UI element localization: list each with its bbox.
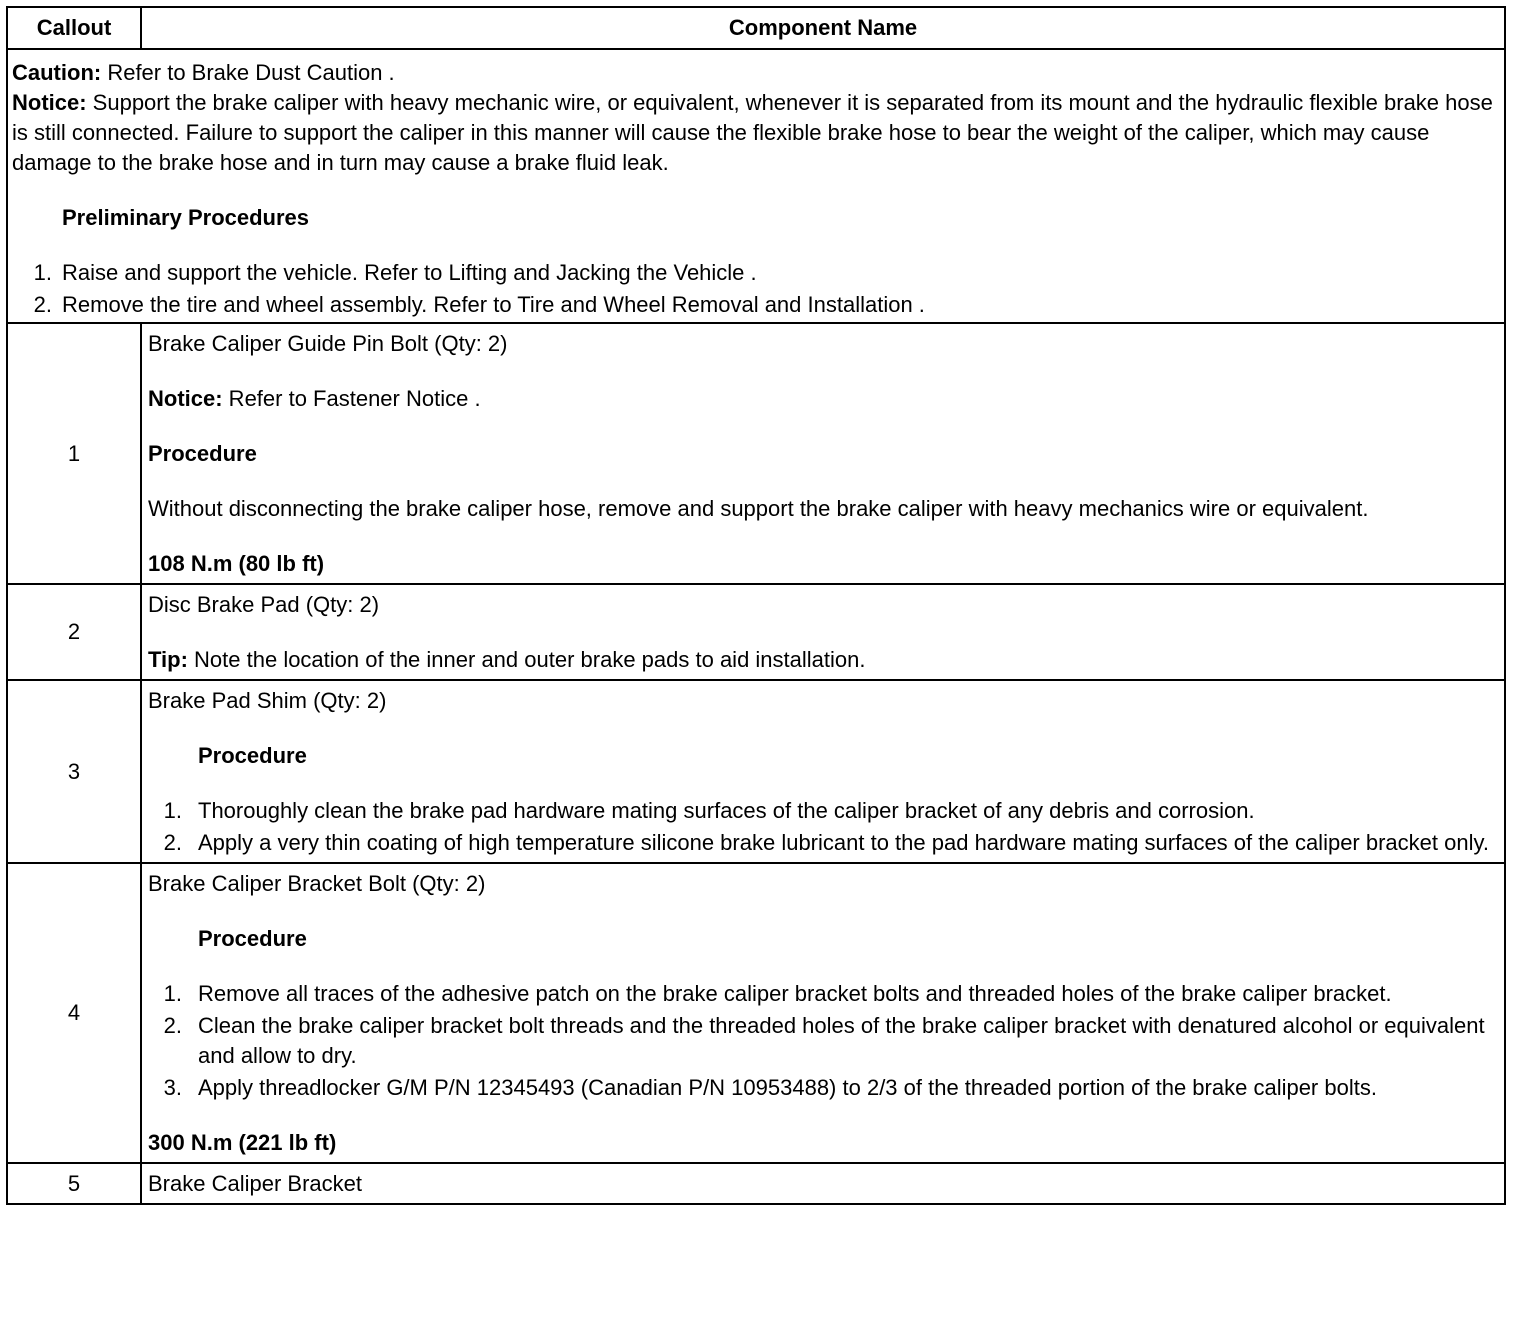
callout-number: 1 <box>7 323 141 584</box>
list-item <box>148 1073 1498 1103</box>
component-name: Brake Caliper Guide Pin Bolt (Qty: 2) <box>148 331 508 356</box>
table-row <box>7 680 1505 863</box>
notice-label: Notice: <box>148 386 223 411</box>
component-cell <box>141 323 1505 584</box>
callout-number: 4 <box>7 863 141 1163</box>
component-name: Brake Caliper Bracket <box>148 1171 362 1196</box>
notice-note <box>12 88 1500 178</box>
list-item <box>12 290 1500 320</box>
step-text: Clean the brake caliper bracket bolt threads and the threaded holes of the brake caliper bracket with denatured alcohol or equivalent and allow to dry. <box>198 1013 1485 1068</box>
notice-note <box>148 384 1498 414</box>
step-text: Remove all traces of the adhesive patch on the brake caliper bracket bolts and threaded holes of the brake caliper bracket. <box>198 981 1392 1006</box>
table-row <box>7 584 1505 680</box>
list-item <box>148 796 1498 826</box>
component-name: Brake Caliper Bracket Bolt (Qty: 2) <box>148 871 486 896</box>
tip-label: Tip: <box>148 647 188 672</box>
step-number: 2. <box>163 830 182 855</box>
tip-note <box>148 645 1498 675</box>
list-item <box>148 979 1498 1009</box>
caution-text: Refer to Brake Dust Caution . <box>101 60 395 85</box>
torque-spec: 300 N.m (221 lb ft) <box>148 1130 337 1155</box>
step-number: 3. <box>163 1075 182 1100</box>
notice-text: Support the brake caliper with heavy mechanic wire, or equivalent, whenever it is separated from its mount and the hydraulic flexible brake hose is still connected. Failure to support the caliper in this manner will cause the flexible brake hose to bear the weight of the caliper, which may cause damage to the brake hose and in turn may cause a brake fluid leak. <box>12 90 1493 175</box>
procedure-heading: Procedure <box>198 743 307 768</box>
callout-number: 3 <box>7 680 141 863</box>
component-name: Disc Brake Pad (Qty: 2) <box>148 592 380 617</box>
component-cell <box>141 680 1505 863</box>
step-number: 1. <box>33 260 52 285</box>
tip-text: Note the location of the inner and outer brake pads to aid installation. <box>187 647 866 672</box>
list-item <box>148 1011 1498 1071</box>
callout-number: 2 <box>7 584 141 680</box>
callout-number: 5 <box>7 1163 141 1204</box>
notice-label: Notice: <box>12 90 87 115</box>
service-procedure-document <box>6 6 1506 1205</box>
step-number: 2. <box>163 1013 182 1038</box>
component-cell <box>141 863 1505 1163</box>
table-row <box>7 323 1505 584</box>
step-text: Apply threadlocker G/M P/N 12345493 (Canadian P/N 10953488) to 2/3 of the threaded portion of the brake caliper bolts. <box>198 1075 1377 1100</box>
preliminary-heading: Preliminary Procedures <box>62 205 310 230</box>
step-text: Remove the tire and wheel assembly. Refer to Tire and Wheel Removal and Installation . <box>62 292 925 317</box>
step-number: 1. <box>163 798 182 823</box>
table-header-row <box>7 7 1505 49</box>
component-column-header: Component Name <box>141 7 1505 49</box>
procedure-steps <box>148 796 1498 858</box>
callout-column-header: Callout <box>7 7 141 49</box>
component-cell <box>141 584 1505 680</box>
caution-note <box>12 58 1500 88</box>
component-name: Brake Pad Shim (Qty: 2) <box>148 688 387 713</box>
intro-row <box>7 49 1505 323</box>
step-text: Raise and support the vehicle. Refer to Lifting and Jacking the Vehicle . <box>62 260 757 285</box>
torque-spec: 108 N.m (80 lb ft) <box>148 551 325 576</box>
table-row <box>7 863 1505 1163</box>
procedure-steps <box>148 979 1498 1103</box>
step-text: Apply a very thin coating of high temperature silicone brake lubricant to the pad hardware mating surfaces of the caliper bracket only. <box>198 830 1489 855</box>
step-text: Thoroughly clean the brake pad hardware mating surfaces of the caliper bracket of any debris and corrosion. <box>198 798 1255 823</box>
intro-cell <box>7 49 1505 323</box>
list-item <box>12 258 1500 288</box>
procedure-text: Without disconnecting the brake caliper hose, remove and support the brake caliper with heavy mechanics wire or equivalent. <box>148 496 1369 521</box>
component-cell <box>141 1163 1505 1204</box>
caution-label: Caution: <box>12 60 102 85</box>
procedure-heading: Procedure <box>198 926 307 951</box>
component-table <box>6 6 1506 1205</box>
list-item <box>148 828 1498 858</box>
step-number: 1. <box>163 981 182 1006</box>
procedure-heading: Procedure <box>148 441 257 466</box>
notice-text: Refer to Fastener Notice . <box>222 386 481 411</box>
table-row <box>7 1163 1505 1204</box>
preliminary-steps <box>12 258 1500 320</box>
step-number: 2. <box>33 292 52 317</box>
